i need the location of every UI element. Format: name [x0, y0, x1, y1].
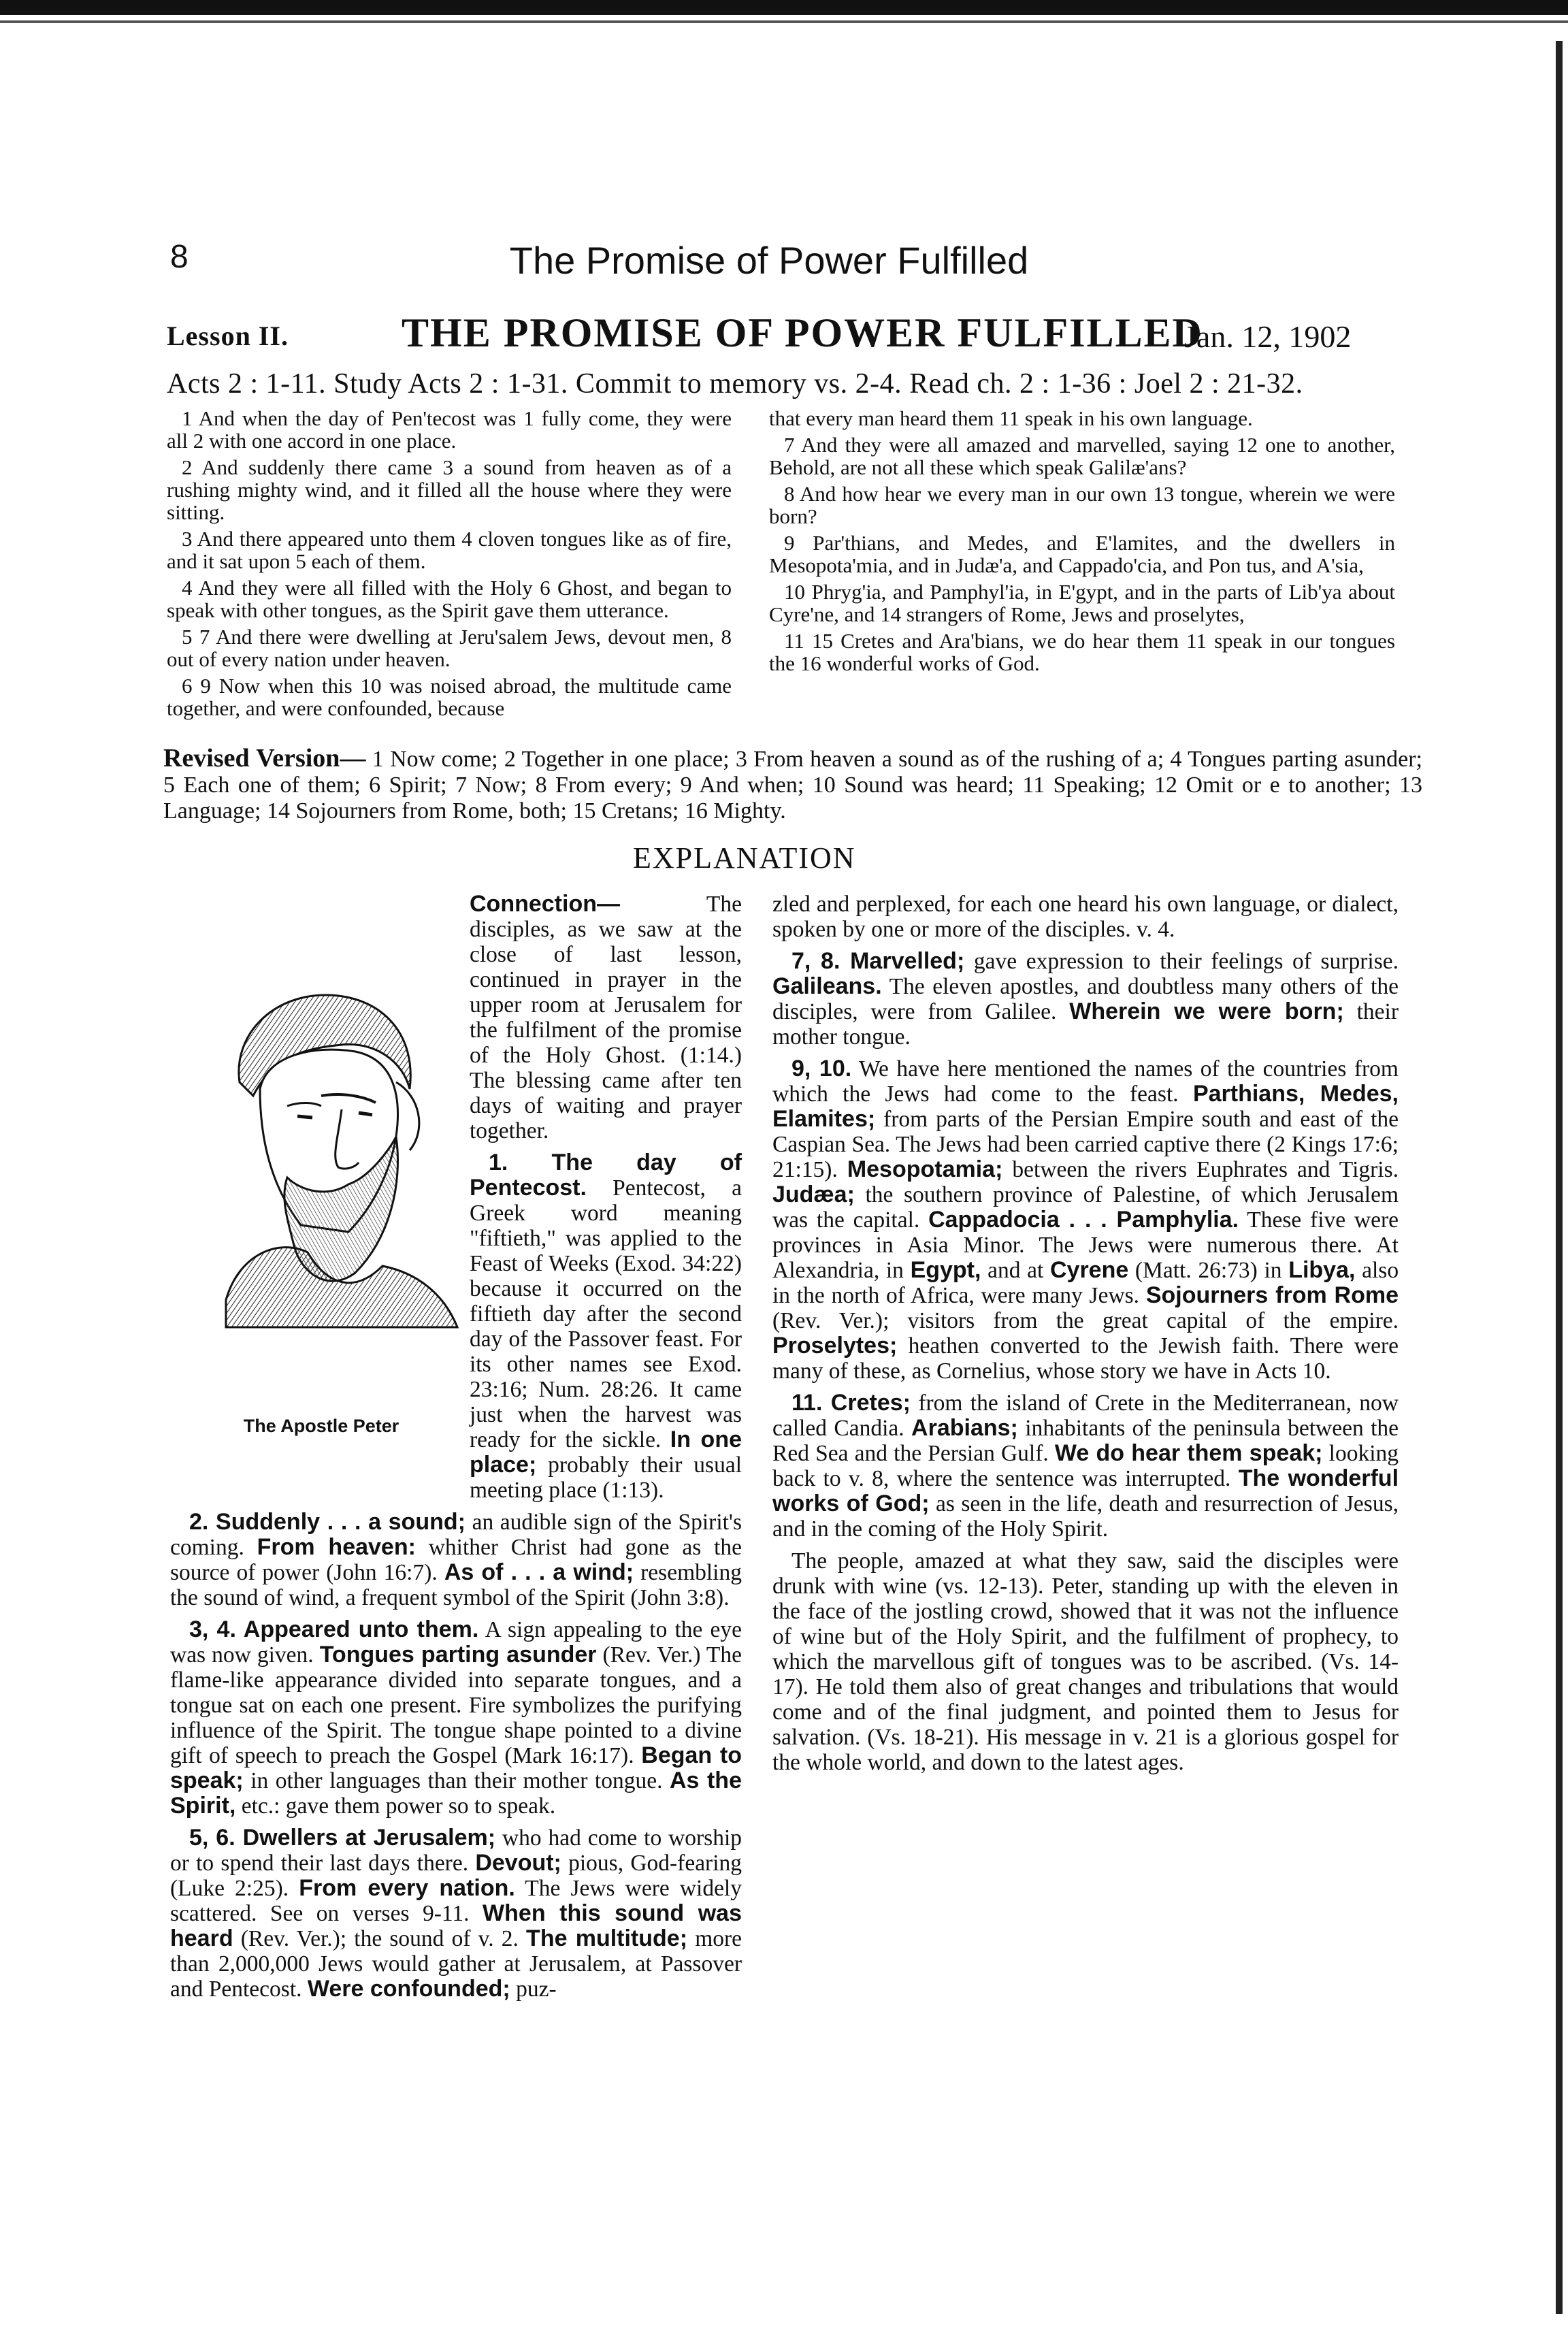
note-1-label-2: In one place;: [470, 1427, 742, 1478]
lesson-references: Acts 2 : 1-11. Study Acts 2 : 1-31. Commit to memory vs. 2-4. Read ch. 2 : 1-36 : Joel 2 : 21-32.: [167, 368, 1303, 400]
note-2-label-2: From heaven:: [257, 1534, 416, 1560]
verse-6-cont: that every man heard them 11 speak in his own language.: [769, 406, 1253, 430]
note-9-label-3: Mesopotamia;: [847, 1156, 1003, 1182]
note-5-label-5: The multitude;: [526, 1925, 688, 1951]
note-3-text: A sign appealing to the eye was now given.: [170, 1617, 742, 1668]
note-9-label-2: Parthians, Medes, Elamites;: [772, 1081, 1399, 1132]
note-5-text-6: puz-: [516, 1977, 557, 2002]
note-11-text: from the island of Crete in the Mediterranean, now called Candia.: [772, 1391, 1399, 1441]
note-9-text-3: between the rivers Euphrates and Tigris.: [1012, 1157, 1399, 1182]
verse-10: 10 Phryg'ia, and Pamphyl'ia, in E'gypt, and in the parts of Lib'ya about Cyre'ne, and 14 strangers of Rome, Jews and proselytes,: [769, 580, 1395, 626]
note-5-6: [170, 1825, 742, 2002]
note-3-text-4: etc.: gave them power so to speak.: [241, 1793, 556, 1819]
note-11-text-2: inhabitants of the peninsula between the Red Sea and the Persian Gulf.: [772, 1416, 1399, 1466]
explanation-right-column: [772, 892, 1399, 1782]
note-9-label: 9, 10.: [791, 1056, 852, 1082]
verse-2: 2 And suddenly there came 3 a sound from heaven as of a rushing mighty wind, and it filled all the house where they were sitting.: [167, 455, 732, 524]
scripture-left-column: [167, 407, 732, 723]
note-9-text-2: from parts of the Persian Empire south and east of the Caspian Sea. The Jews had been carried captive there (2 Kings 17:6; 21:15).: [772, 1107, 1399, 1182]
note-5-text-3: The Jews were widely scattered. See on verses 9-11.: [170, 1876, 742, 1926]
note-9-text-4: the southern province of Palestine, of which Jerusalem was the capital.: [772, 1182, 1399, 1233]
revised-version-notes: [163, 745, 1422, 824]
note-1-text-2: probably their usual meeting place (1:13).: [470, 1452, 742, 1503]
portrait-caption: The Apostle Peter: [243, 1416, 399, 1436]
verse-11: 11 15 Cretes and Ara'bians, we do hear them 11 speak in our tongues the 16 wonderful works of God.: [769, 629, 1395, 675]
note-9-label-5: Cappadocia . . . Pamphylia.: [928, 1207, 1239, 1233]
verse-3: 3 And there appeared unto them 4 cloven tongues like as of fire, and it sat upon 5 each of them.: [167, 527, 732, 573]
note-5-text-4: (Rev. Ver.); the sound of v. 2.: [240, 1926, 519, 1951]
explanation-heading: EXPLANATION: [633, 841, 856, 875]
note-3-text-2: (Rev. Ver.) The flame-like appearance divided into separate tongues, and a tongue sat on each one present. Fire symbolizes the purifying influence of the Spirit. The tongue shape pointed to a divine gift of speech to preach the Gospel (Mark 16:17).: [170, 1642, 742, 1768]
verse-4: 4 And they were all filled with the Holy 6 Ghost, and began to speak with other tongues, as the Spirit gave them utterance.: [167, 576, 732, 622]
note-2: [170, 1510, 742, 1610]
note-3-label-4: As the Spirit,: [170, 1768, 742, 1819]
note-9-label-8: Libya,: [1288, 1257, 1356, 1283]
right-edge-rule: [1556, 41, 1563, 2314]
note-5-text-5: more than 2,000,000 Jews would gather at Jerusalem, at Passover and Pentecost.: [170, 1926, 742, 2002]
connection-text: The disciples, as we saw at the close of last lesson, continued in prayer in the upper room at Jerusalem for the fulfilment of the promise of the Holy Ghost. (1:14.) The blessing came after ten days of waiting and prayer together.: [470, 892, 742, 1143]
connection-label: Connection—: [470, 891, 620, 917]
note-7-text: gave expression to their feelings of surprise.: [973, 949, 1399, 974]
verse-5: 5 7 And there were dwelling at Jeru'salem Jews, devout men, 8 out of every nation under heaven.: [167, 625, 732, 671]
note-5-text-2: pious, God-fearing (Luke 2:25).: [170, 1851, 742, 1901]
note-9-text: We have here mentioned the names of the countries from which the Jews had come to the feast.: [772, 1056, 1399, 1107]
note-1-label: 1. The day of Pentecost.: [470, 1150, 742, 1201]
verse-6: 6 9 Now when this 10 was noised abroad, the multitude came together, and were confounded, because: [167, 674, 732, 720]
note-9-text-8: also in the north of Africa, were many Jews.: [772, 1258, 1399, 1308]
note-11-label-4: The wonderful works of God;: [772, 1465, 1399, 1516]
verse-8: 8 And how hear we every man in our own 13 tongue, wherein we were born?: [769, 482, 1395, 528]
note-5-label-2: Devout;: [475, 1850, 561, 1876]
running-title: The Promise of Power Fulfilled: [509, 239, 1029, 282]
top-border: [0, 0, 1568, 15]
note-9-text-10: heathen converted to the Jewish faith. There were many of these, as Cornelius, whose story we have in Acts 10.: [772, 1333, 1399, 1384]
revised-version-label: Revised Version—: [163, 744, 366, 773]
note-9-text-7: (Matt. 26:73) in: [1134, 1258, 1282, 1283]
note-11-text-3: looking back to v. 8, where the sentence was interrupted.: [772, 1441, 1399, 1491]
top-border-thin: [0, 20, 1568, 23]
note-7-text-2: The eleven apostles, and doubtless many others of the disciples, were from Galilee.: [772, 974, 1399, 1024]
note-11-label: 11. Cretes;: [791, 1390, 911, 1416]
note-9-text-9: (Rev. Ver.); visitors from the great capital of the empire.: [772, 1308, 1399, 1333]
note-11-label-2: Arabians;: [911, 1415, 1018, 1441]
lesson-title: THE PROMISE OF POWER FULFILLED: [402, 310, 1203, 355]
note-7-label: 7, 8. Marvelled;: [791, 948, 965, 974]
note-2-label: 2. Suddenly . . . a sound;: [189, 1509, 466, 1535]
note-5-label-4: When this sound was heard: [170, 1900, 742, 1951]
note-2-text: an audible sign of the Spirit's coming.: [170, 1510, 742, 1560]
note-11: [772, 1391, 1399, 1542]
note-7-text-3: their mother tongue.: [772, 999, 1399, 1050]
note-3-label-2: Tongues parting asunder: [319, 1642, 597, 1668]
note-3-4: [170, 1617, 742, 1819]
note-11-label-3: We do hear them speak;: [1054, 1440, 1323, 1466]
note-3-text-3: in other languages than their mother tongue.: [250, 1768, 663, 1793]
note-3-label: 3, 4. Appeared unto them.: [189, 1616, 479, 1642]
note-11-text-4: as seen in the life, death and resurrection of Jesus, and in the coming of the Holy Spirit.: [772, 1491, 1399, 1542]
note-9-label-6: Egypt,: [910, 1257, 981, 1283]
note-9-label-10: Proselytes;: [772, 1333, 898, 1359]
note-3-label-3: Began to speak;: [170, 1742, 742, 1793]
note-9-text-6: and at: [987, 1258, 1044, 1283]
note-5-label-6: Were confounded;: [307, 1976, 510, 2002]
verse-9: 9 Par'thians, and Medes, and E'lamites, and the dwellers in Mesopota'mia, and in Judæ'a, and Cappado'cia, and Pon tus, and A'sia,: [769, 531, 1395, 577]
note-5-label: 5, 6. Dwellers at Jerusalem;: [189, 1825, 496, 1851]
closing-paragraph: The people, amazed at what they saw, said the disciples were drunk with wine (vs. 12-13). Peter, standing up with the eleven in the face of the jostling crowd, showed that it was not the influence of wine but of the Holy Spirit, and the fulfilment of prophecy, to which the marvellous gift of tongues was to be ascribed. (Vs. 14-17). He told them also of great changes and tribulations that would come and of the final judgment, and pointed them to Jesus for salvation. (Vs. 18-21). His message in v. 21 is a glorious gospel for the whole world, and down to the latest ages.: [772, 1548, 1399, 1775]
page-number: 8: [170, 239, 189, 275]
note-9-label-9: Sojourners from Rome: [1145, 1282, 1399, 1308]
verse-1: 1 And when the day of Pen'tecost was 1 fully come, they were all 2 with one accord in one place.: [167, 406, 732, 453]
note-9-text-5: These five were provinces in Asia Minor. The Jews were numerous there. At Alexandria, in: [772, 1207, 1399, 1283]
note-2-label-3: As of . . . a wind;: [444, 1559, 634, 1585]
note-2-text-2: whither Christ had gone as the source of power (John 16:7).: [170, 1535, 742, 1585]
lesson-date: Jan. 12, 1902: [1184, 319, 1352, 354]
lesson-number: Lesson II.: [167, 321, 289, 351]
note-5-text: who had come to worship or to spend their last days there.: [170, 1825, 742, 1876]
note-7-8: [772, 949, 1399, 1050]
note-5-label-3: From every nation.: [299, 1875, 515, 1901]
note-1-text: Pentecost, a Greek word meaning "fiftieth," was applied to the Feast of Weeks (Exod. 34:22) because it occurred on the fiftieth day after the second day of the Passover feast. For its other names see Exod. 23:16; Num. 28:26. It came just when the harvest was ready for the sickle.: [470, 1175, 742, 1452]
revised-version-text: 1 Now come; 2 Together in one place; 3 From heaven a sound as of the rushing of a; 4 Tongues parting asunder; 5 Each one of them; 6 Spirit; 7 Now; 8 From every; 9 And when; 10 Sound was heard; 11 Speaking; 12 Omit or e to another; 13 Language; 14 Sojourners from Rome, both; 15 Cretans; 16 Mighty.: [163, 747, 1423, 824]
note-2-text-3: resembling the sound of wind, a frequent symbol of the Spirit (John 3:8).: [170, 1560, 742, 1610]
note-7-label-2: Galileans.: [772, 973, 882, 999]
note-9-label-7: Cyrene: [1049, 1257, 1129, 1283]
note-9-10: [772, 1056, 1399, 1384]
note-7-label-3: Wherein we were born;: [1069, 998, 1344, 1024]
note-9-label-4: Judæa;: [772, 1182, 855, 1207]
scripture-right-column: [769, 407, 1395, 679]
note-6-cont: zled and perplexed, for each one heard his own language, or dialect, spoken by one or more of the disciples. v. 4.: [772, 892, 1399, 942]
apostle-peter-portrait: [185, 980, 475, 1334]
verse-7: 7 And they were all amazed and marvelled, saying 12 one to another, Behold, are not all these which speak Galilæ'ans?: [769, 433, 1395, 479]
